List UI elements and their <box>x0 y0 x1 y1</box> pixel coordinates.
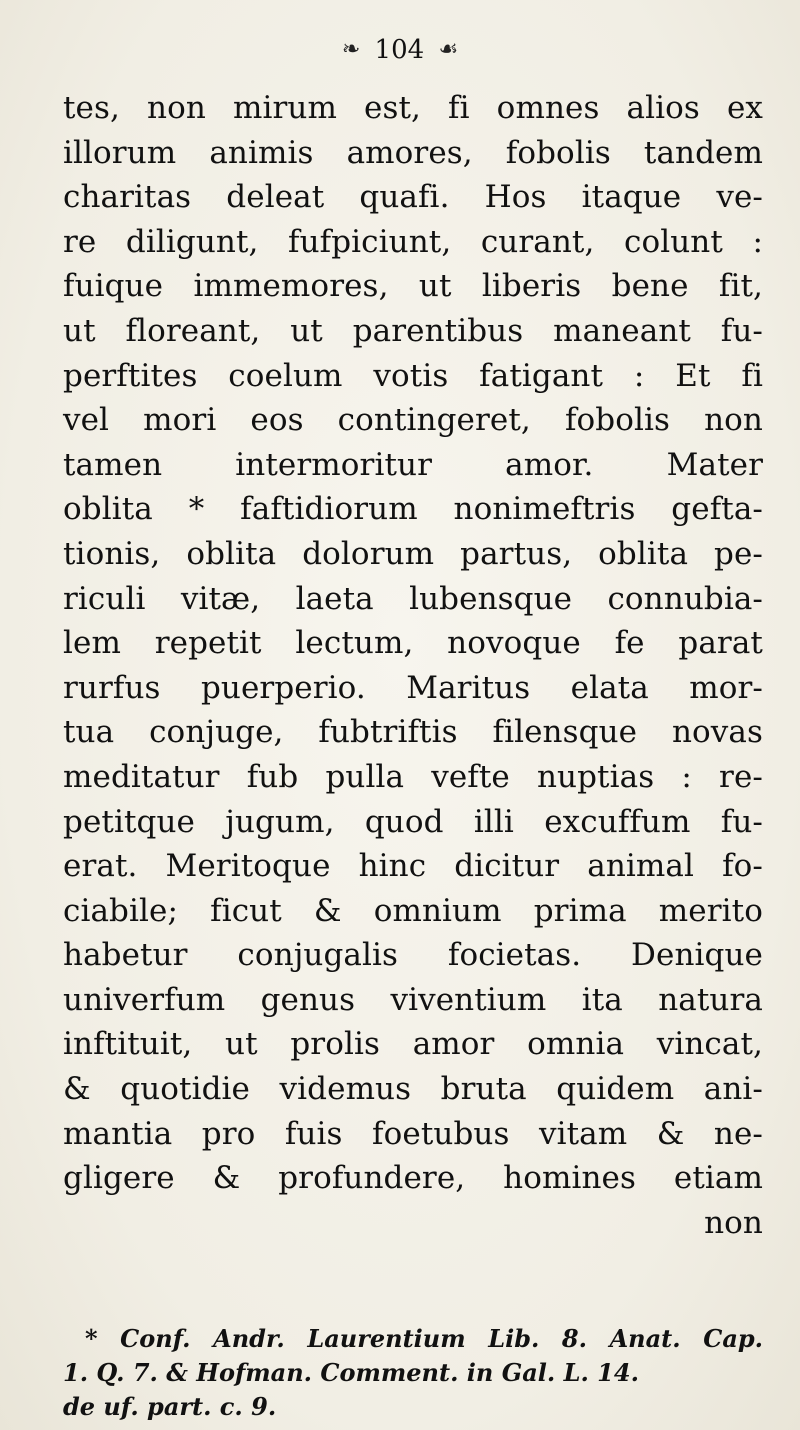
text-line: lem repetit lectum, novoque fe parat <box>63 625 763 662</box>
text-line: re diligunt, fufpiciunt, curant, colunt : <box>63 223 763 260</box>
page-number: 104 <box>374 35 425 65</box>
text-line: meditatur fub pulla vefte nuptias : re- <box>63 758 763 795</box>
footnote-line: de uf. part. c. 9. <box>63 1392 277 1421</box>
text-line: univerfum genus viventium ita natura <box>63 981 763 1018</box>
footnote <box>63 1322 763 1424</box>
right-ornament-icon: ☙ <box>438 37 459 62</box>
text-line: ut floreant, ut parentibus maneant fu- <box>63 312 763 349</box>
text-line: fuique immemores, ut liberis bene fit, <box>63 268 763 305</box>
text-line: ciabile; ficut & omnium prima merito <box>63 892 763 929</box>
body-text <box>63 86 763 1245</box>
text-line: erat. Meritoque hinc dicitur animal fo- <box>63 848 763 885</box>
text-line: tamen intermoritur amor. Mater <box>63 446 763 483</box>
catchword: non <box>704 1204 763 1241</box>
text-line: rurfus puerperio. Maritus elata mor- <box>63 669 763 706</box>
left-ornament-icon: ❧ <box>341 37 361 62</box>
text-line: perftites coelum votis fatigant : Et fi <box>63 357 763 394</box>
text-line: oblita * faftidiorum nonimeftris gefta- <box>63 491 763 528</box>
text-line: illorum animis amores, fobolis tandem <box>63 134 763 171</box>
text-line: tionis, oblita dolorum partus, oblita pe- <box>63 535 763 572</box>
text-line: habetur conjugalis focietas. Denique <box>63 937 763 974</box>
footnote-line: * Conf. Andr. Laurentium Lib. 8. Anat. Cap. <box>85 1324 763 1353</box>
text-line: riculi vitæ, laeta lubensque connubia- <box>63 580 763 617</box>
footnote-line: 1. Q. 7. & Hofman. Comment. in Gal. L. 14. <box>63 1358 639 1387</box>
text-line: & quotidie videmus bruta quidem ani- <box>63 1071 763 1108</box>
text-line: charitas deleat quafi. Hos itaque ve- <box>63 179 763 216</box>
text-line: vel mori eos contingeret, fobolis non <box>63 402 763 439</box>
text-line: gligere & profundere, homines etiam <box>63 1160 763 1197</box>
text-line: mantia pro fuis foetubus vitam & ne- <box>63 1115 763 1152</box>
text-line: tua conjuge, fubtriftis filensque novas <box>63 714 763 751</box>
running-header <box>0 34 800 65</box>
text-line: petitque jugum, quod illi excuffum fu- <box>63 803 763 840</box>
text-line: tes, non mirum est, fi omnes alios ex <box>63 90 763 126</box>
text-line: inftituit, ut prolis amor omnia vincat, <box>63 1026 763 1063</box>
